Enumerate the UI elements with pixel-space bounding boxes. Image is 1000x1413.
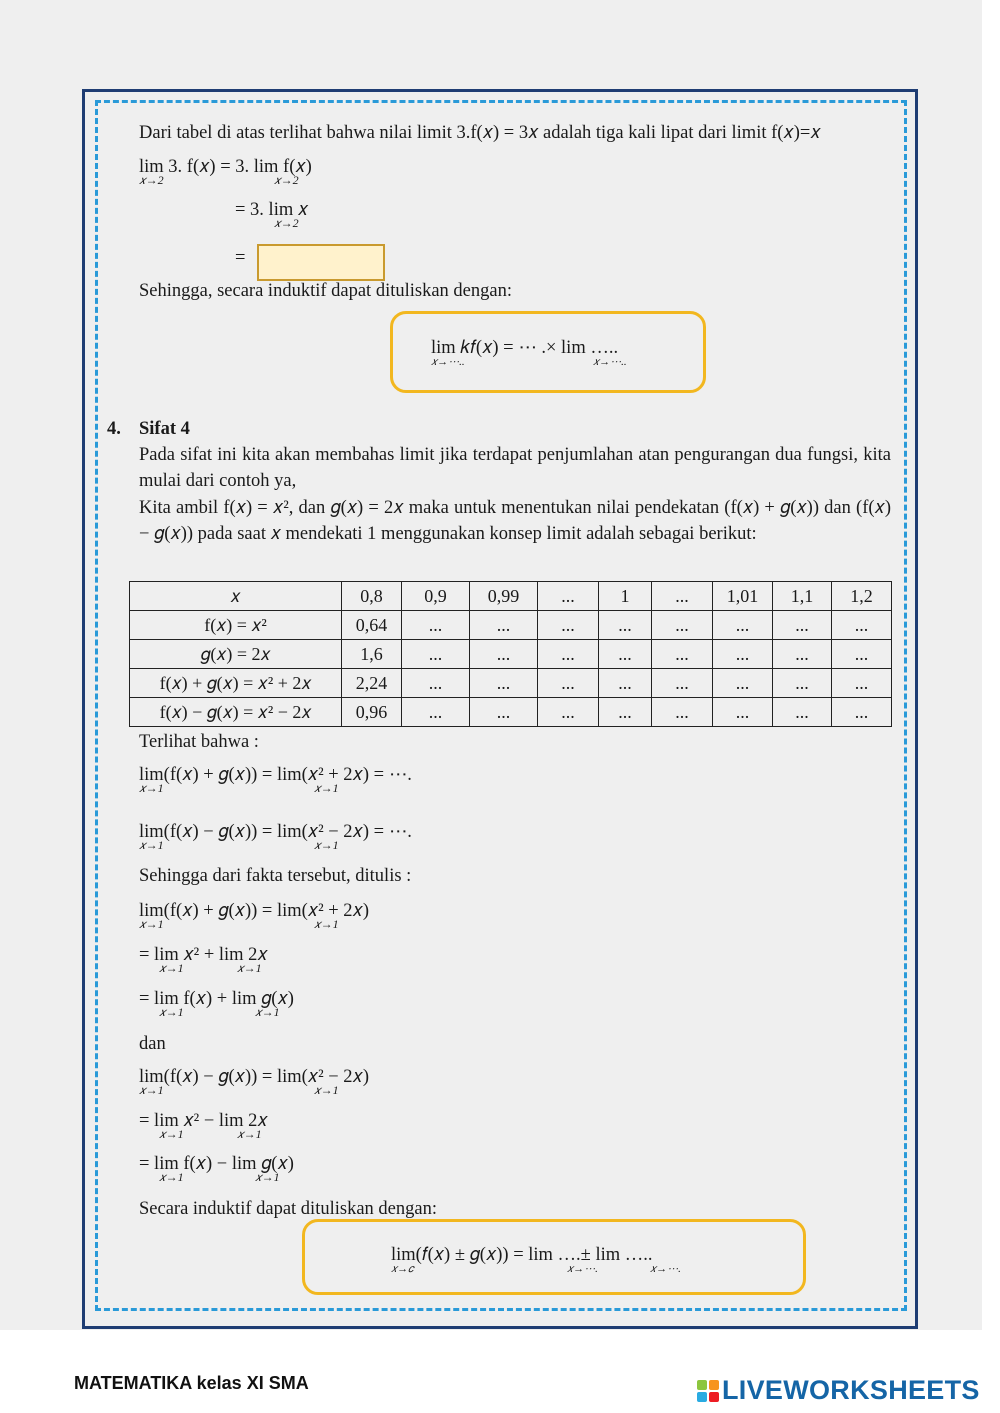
worksheet-content (85, 92, 915, 1326)
table-cell: ... (652, 611, 713, 640)
table-cell: 0,99 (470, 582, 538, 611)
lim-subscript: 𝑥→1 (255, 1005, 280, 1019)
table-row-label: f(𝑥) = 𝑥² (130, 611, 342, 640)
table-cell: ... (402, 611, 470, 640)
table-cell: ... (599, 611, 652, 640)
liveworksheets-logo[interactable] (697, 1375, 980, 1406)
lim-subscript: 𝑥→1 (139, 917, 164, 931)
section-paragraph-2: Kita ambil f(𝑥) = 𝑥², dan 𝑔(𝑥) = 2𝑥 maka untuk menentukan nilai pendekatan (f(𝑥) + 𝑔(𝑥)) dan (f(𝑥) − 𝑔(𝑥)) pada saat 𝑥 mendekati 1 menggunakan konsep limit adalah sebagai berikut: (139, 498, 891, 544)
table-cell: ... (402, 669, 470, 698)
observation-label: Terlihat bahwa : (139, 732, 259, 752)
lim-subscript: 𝑥→1 (159, 1170, 184, 1184)
footer-course-title: MATEMATIKA kelas XI SMA (74, 1373, 309, 1393)
table-row-label: 𝑔(𝑥) = 2𝑥 (130, 640, 342, 669)
table-cell: ... (538, 611, 599, 640)
table-cell: ... (470, 640, 538, 669)
lim-subscript: 𝑥→1 (139, 1083, 164, 1097)
table-cell: 1,2 (832, 582, 892, 611)
values-table (129, 581, 892, 727)
derivation-conclusion: Secara induktif dapat dituliskan dengan: (139, 1199, 437, 1219)
table-row (130, 640, 892, 669)
table-row (130, 698, 892, 727)
liveworksheets-logo-icon (697, 1380, 719, 1402)
table-cell: ... (652, 582, 713, 611)
lim-subscript: 𝑥→⋯.. (431, 356, 465, 368)
table-row-label: f(𝑥) − 𝑔(𝑥) = 𝑥² − 2𝑥 (130, 698, 342, 727)
derivation-diff-2: = lim 𝑥² − lim 2𝑥 𝑥→1 𝑥→1 (139, 1111, 268, 1141)
table-row (130, 669, 892, 698)
table-cell: ... (402, 640, 470, 669)
equation-line-1: lim 3. f(𝑥) = 3. lim f(𝑥) 𝑥→2 𝑥→2 (139, 157, 312, 187)
table-cell: ... (773, 698, 832, 727)
table-cell: ... (832, 669, 892, 698)
section-number: 4. (107, 419, 121, 439)
table-cell: ... (470, 669, 538, 698)
page-frame (82, 89, 918, 1329)
lim-subscript: 𝑥→1 (159, 1127, 184, 1141)
lim-subscript: 𝑥→2 (274, 173, 299, 187)
lim-subscript: 𝑥→1 (255, 1170, 280, 1184)
table-cell: ... (652, 698, 713, 727)
lim-subscript: 𝑥→1 (314, 838, 339, 852)
derivation-sum-2: = lim 𝑥² + lim 2𝑥 𝑥→1 𝑥→1 (139, 945, 268, 975)
lim-subscript: 𝑥→2 (139, 173, 164, 187)
table-cell: ... (652, 669, 713, 698)
table-cell: ... (773, 611, 832, 640)
table-cell: ... (599, 669, 652, 698)
table-cell: ... (402, 698, 470, 727)
table-cell: ... (773, 640, 832, 669)
table-cell: ... (773, 669, 832, 698)
observation-sum: lim(f(𝑥) + 𝑔(𝑥)) = lim(𝑥² + 2𝑥) = ⋯. 𝑥→1 𝑥→1 (139, 765, 412, 795)
table-cell: ... (538, 582, 599, 611)
equation-line-3: = (235, 248, 246, 268)
lim-subscript: 𝑥→2 (274, 216, 299, 230)
table-cell: ... (538, 640, 599, 669)
table-cell: ... (713, 698, 773, 727)
lim-subscript: 𝑥→1 (159, 961, 184, 975)
lim-subscript: 𝑥→1 (314, 917, 339, 931)
derivation-sum-3: = lim f(𝑥) + lim 𝑔(𝑥) 𝑥→1 𝑥→1 (139, 989, 294, 1019)
answer-input-box[interactable] (257, 244, 385, 281)
formula-box-scalar (390, 311, 706, 393)
intro-conclusion: Sehingga, secara induktif dapat dituliskan dengan: (139, 281, 512, 301)
table-cell: ... (599, 640, 652, 669)
table-row-label: f(𝑥) + 𝑔(𝑥) = 𝑥² + 2𝑥 (130, 669, 342, 698)
formula-box-sum-difference (302, 1219, 806, 1295)
derivation-sum-1: lim(f(𝑥) + 𝑔(𝑥)) = lim(𝑥² + 2𝑥) 𝑥→1 𝑥→1 (139, 901, 370, 931)
table-cell: ... (470, 611, 538, 640)
lim-subscript: 𝑥→1 (159, 1005, 184, 1019)
table-cell: ... (832, 698, 892, 727)
derivation-label: Sehingga dari fakta tersebut, ditulis : (139, 866, 412, 886)
table-cell: 1,1 (773, 582, 832, 611)
table-row (130, 611, 892, 640)
table-cell: ... (470, 698, 538, 727)
derivation-and: dan (139, 1034, 166, 1054)
table-cell: 0,96 (342, 698, 402, 727)
lim-subscript: 𝑥→⋯.. (593, 356, 627, 368)
logo-text: LIVEWORKSHEETS (722, 1375, 980, 1405)
lim-subscript: 𝑥→1 (139, 838, 164, 852)
intro-line: Dari tabel di atas terlihat bahwa nilai limit 3.f(𝑥) = 3𝑥 adalah tiga kali lipat dari limit f(𝑥)=𝑥 (139, 123, 821, 143)
formula-scalar-text: lim 𝑘𝑓(𝑥) = ⋯ .× lim ….. (431, 338, 619, 358)
derivation-diff-3: = lim f(𝑥) − lim 𝑔(𝑥) 𝑥→1 𝑥→1 (139, 1154, 294, 1184)
table-cell: ... (832, 640, 892, 669)
table-cell: ... (538, 669, 599, 698)
table-header-row (130, 582, 892, 611)
table-cell: 1,01 (713, 582, 773, 611)
table-cell: ... (713, 640, 773, 669)
section-title: Sifat 4 (139, 419, 190, 439)
lim-subscript: 𝑥→1 (139, 781, 164, 795)
lim-subscript: 𝑥→1 (237, 961, 262, 975)
lim-subscript: 𝑥→⋯. (650, 1263, 681, 1275)
lim-subscript: 𝑥→𝑐 (391, 1263, 414, 1275)
formula-sum-difference-text: lim(𝑓(𝑥) ± 𝑔(𝑥)) = lim ….± lim ….. (391, 1245, 653, 1265)
lim-subscript: 𝑥→1 (237, 1127, 262, 1141)
table-cell: 2,24 (342, 669, 402, 698)
table-cell: 0,8 (342, 582, 402, 611)
table-cell: ... (713, 611, 773, 640)
lim-subscript: 𝑥→⋯. (567, 1263, 598, 1275)
table-cell: 1,6 (342, 640, 402, 669)
table-cell: 0,64 (342, 611, 402, 640)
table-cell: ... (652, 640, 713, 669)
table-cell: ... (832, 611, 892, 640)
lim-subscript: 𝑥→1 (314, 781, 339, 795)
equation-line-2: = 3. lim 𝑥 𝑥→2 (235, 200, 309, 230)
table-cell: 0,9 (402, 582, 470, 611)
table-row-label: 𝑥 (130, 582, 342, 611)
table-cell: ... (599, 698, 652, 727)
table-cell: ... (713, 669, 773, 698)
table-cell: 1 (599, 582, 652, 611)
observation-diff: lim(f(𝑥) − 𝑔(𝑥)) = lim(𝑥² − 2𝑥) = ⋯. 𝑥→1 𝑥→1 (139, 822, 412, 852)
lim-subscript: 𝑥→1 (314, 1083, 339, 1097)
table-cell: ... (538, 698, 599, 727)
section-paragraph-1: Pada sifat ini kita akan membahas limit jika terdapat penjumlahan atan pengurangan dua fungsi, kita mulai dari contoh ya, (139, 445, 891, 491)
derivation-diff-1: lim(f(𝑥) − 𝑔(𝑥)) = lim(𝑥² − 2𝑥) 𝑥→1 𝑥→1 (139, 1067, 370, 1097)
